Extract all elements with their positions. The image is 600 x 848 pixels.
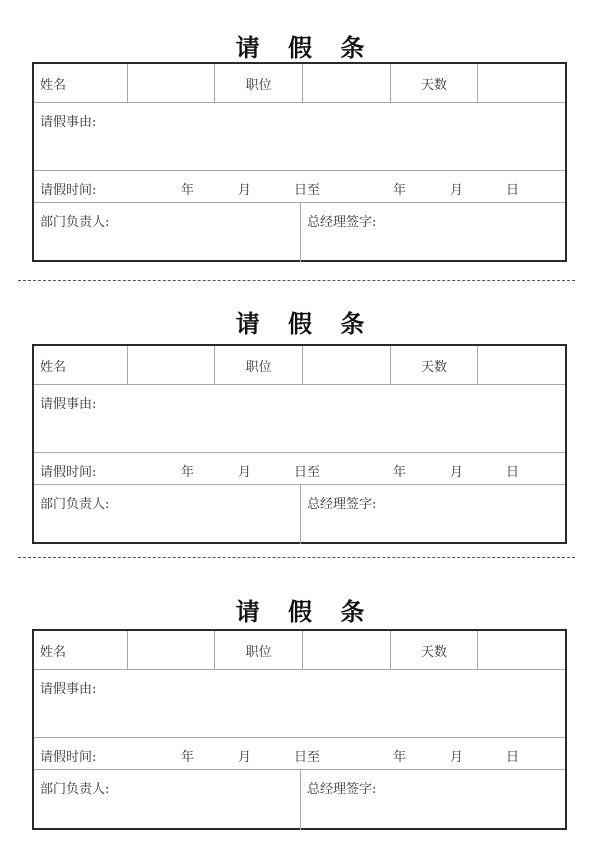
days-label: 天数 xyxy=(391,64,479,102)
gm-sign-label: 总经理签字: xyxy=(307,215,377,230)
time-label: 请假时间: xyxy=(40,750,97,765)
leave-form xyxy=(32,62,567,262)
leave-form xyxy=(32,629,567,830)
signature-row xyxy=(34,770,565,830)
gm-sign-field[interactable] xyxy=(301,770,565,830)
header-row xyxy=(34,346,565,385)
to-day-label: 日 xyxy=(506,750,520,765)
slip-title: 请 假 条 xyxy=(235,33,375,62)
position-label: 职位 xyxy=(215,631,303,669)
reason-field[interactable] xyxy=(34,103,565,171)
leave-time-row[interactable] xyxy=(34,738,565,770)
from-month-label: 月 xyxy=(238,750,252,765)
leave-form xyxy=(32,344,567,544)
signature-row xyxy=(34,485,565,544)
from-year-label: 年 xyxy=(181,465,195,480)
header-row xyxy=(34,631,565,670)
header-row xyxy=(34,64,565,103)
gm-sign-label: 总经理签字: xyxy=(307,497,377,512)
name-label: 姓名 xyxy=(34,346,128,384)
to-month-label: 月 xyxy=(450,465,464,480)
from-year-label: 年 xyxy=(181,750,195,765)
from-year-label: 年 xyxy=(181,183,195,198)
days-label: 天数 xyxy=(391,346,479,384)
time-label: 请假时间: xyxy=(40,183,97,198)
name-label: 姓名 xyxy=(34,631,128,669)
time-label: 请假时间: xyxy=(40,465,97,480)
dept-head-label: 部门负责人: xyxy=(40,215,110,230)
reason-field[interactable] xyxy=(34,385,565,453)
from-day-to-label: 日至 xyxy=(294,750,321,765)
name-field[interactable] xyxy=(128,346,216,384)
cut-line xyxy=(18,280,575,281)
name-label: 姓名 xyxy=(34,64,128,102)
dept-head-label: 部门负责人: xyxy=(40,497,110,512)
gm-sign-label: 总经理签字: xyxy=(307,782,377,797)
reason-label: 请假事由: xyxy=(40,682,97,697)
slip-title: 请 假 条 xyxy=(235,597,375,626)
reason-label: 请假事由: xyxy=(40,397,97,412)
from-month-label: 月 xyxy=(238,465,252,480)
gm-sign-field[interactable] xyxy=(301,485,565,544)
cut-line xyxy=(18,557,575,558)
days-field[interactable] xyxy=(478,631,565,669)
name-field[interactable] xyxy=(128,631,216,669)
to-year-label: 年 xyxy=(393,465,407,480)
days-field[interactable] xyxy=(478,64,565,102)
position-field[interactable] xyxy=(303,631,391,669)
reason-field[interactable] xyxy=(34,670,565,738)
days-label: 天数 xyxy=(391,631,479,669)
to-year-label: 年 xyxy=(393,750,407,765)
to-month-label: 月 xyxy=(450,183,464,198)
dept-head-sign-field[interactable] xyxy=(34,770,301,830)
gm-sign-field[interactable] xyxy=(301,203,565,262)
from-day-to-label: 日至 xyxy=(294,465,321,480)
name-field[interactable] xyxy=(128,64,216,102)
dept-head-sign-field[interactable] xyxy=(34,485,301,544)
position-label: 职位 xyxy=(215,64,303,102)
leave-time-row[interactable] xyxy=(34,171,565,203)
slip-title: 请 假 条 xyxy=(235,309,375,338)
position-field[interactable] xyxy=(303,346,391,384)
leave-time-row[interactable] xyxy=(34,453,565,485)
from-day-to-label: 日至 xyxy=(294,183,321,198)
reason-label: 请假事由: xyxy=(40,115,97,130)
position-field[interactable] xyxy=(303,64,391,102)
from-month-label: 月 xyxy=(238,183,252,198)
dept-head-sign-field[interactable] xyxy=(34,203,301,262)
signature-row xyxy=(34,203,565,262)
position-label: 职位 xyxy=(215,346,303,384)
days-field[interactable] xyxy=(478,346,565,384)
to-year-label: 年 xyxy=(393,183,407,198)
dept-head-label: 部门负责人: xyxy=(40,782,110,797)
to-day-label: 日 xyxy=(506,465,520,480)
to-month-label: 月 xyxy=(450,750,464,765)
to-day-label: 日 xyxy=(506,183,520,198)
